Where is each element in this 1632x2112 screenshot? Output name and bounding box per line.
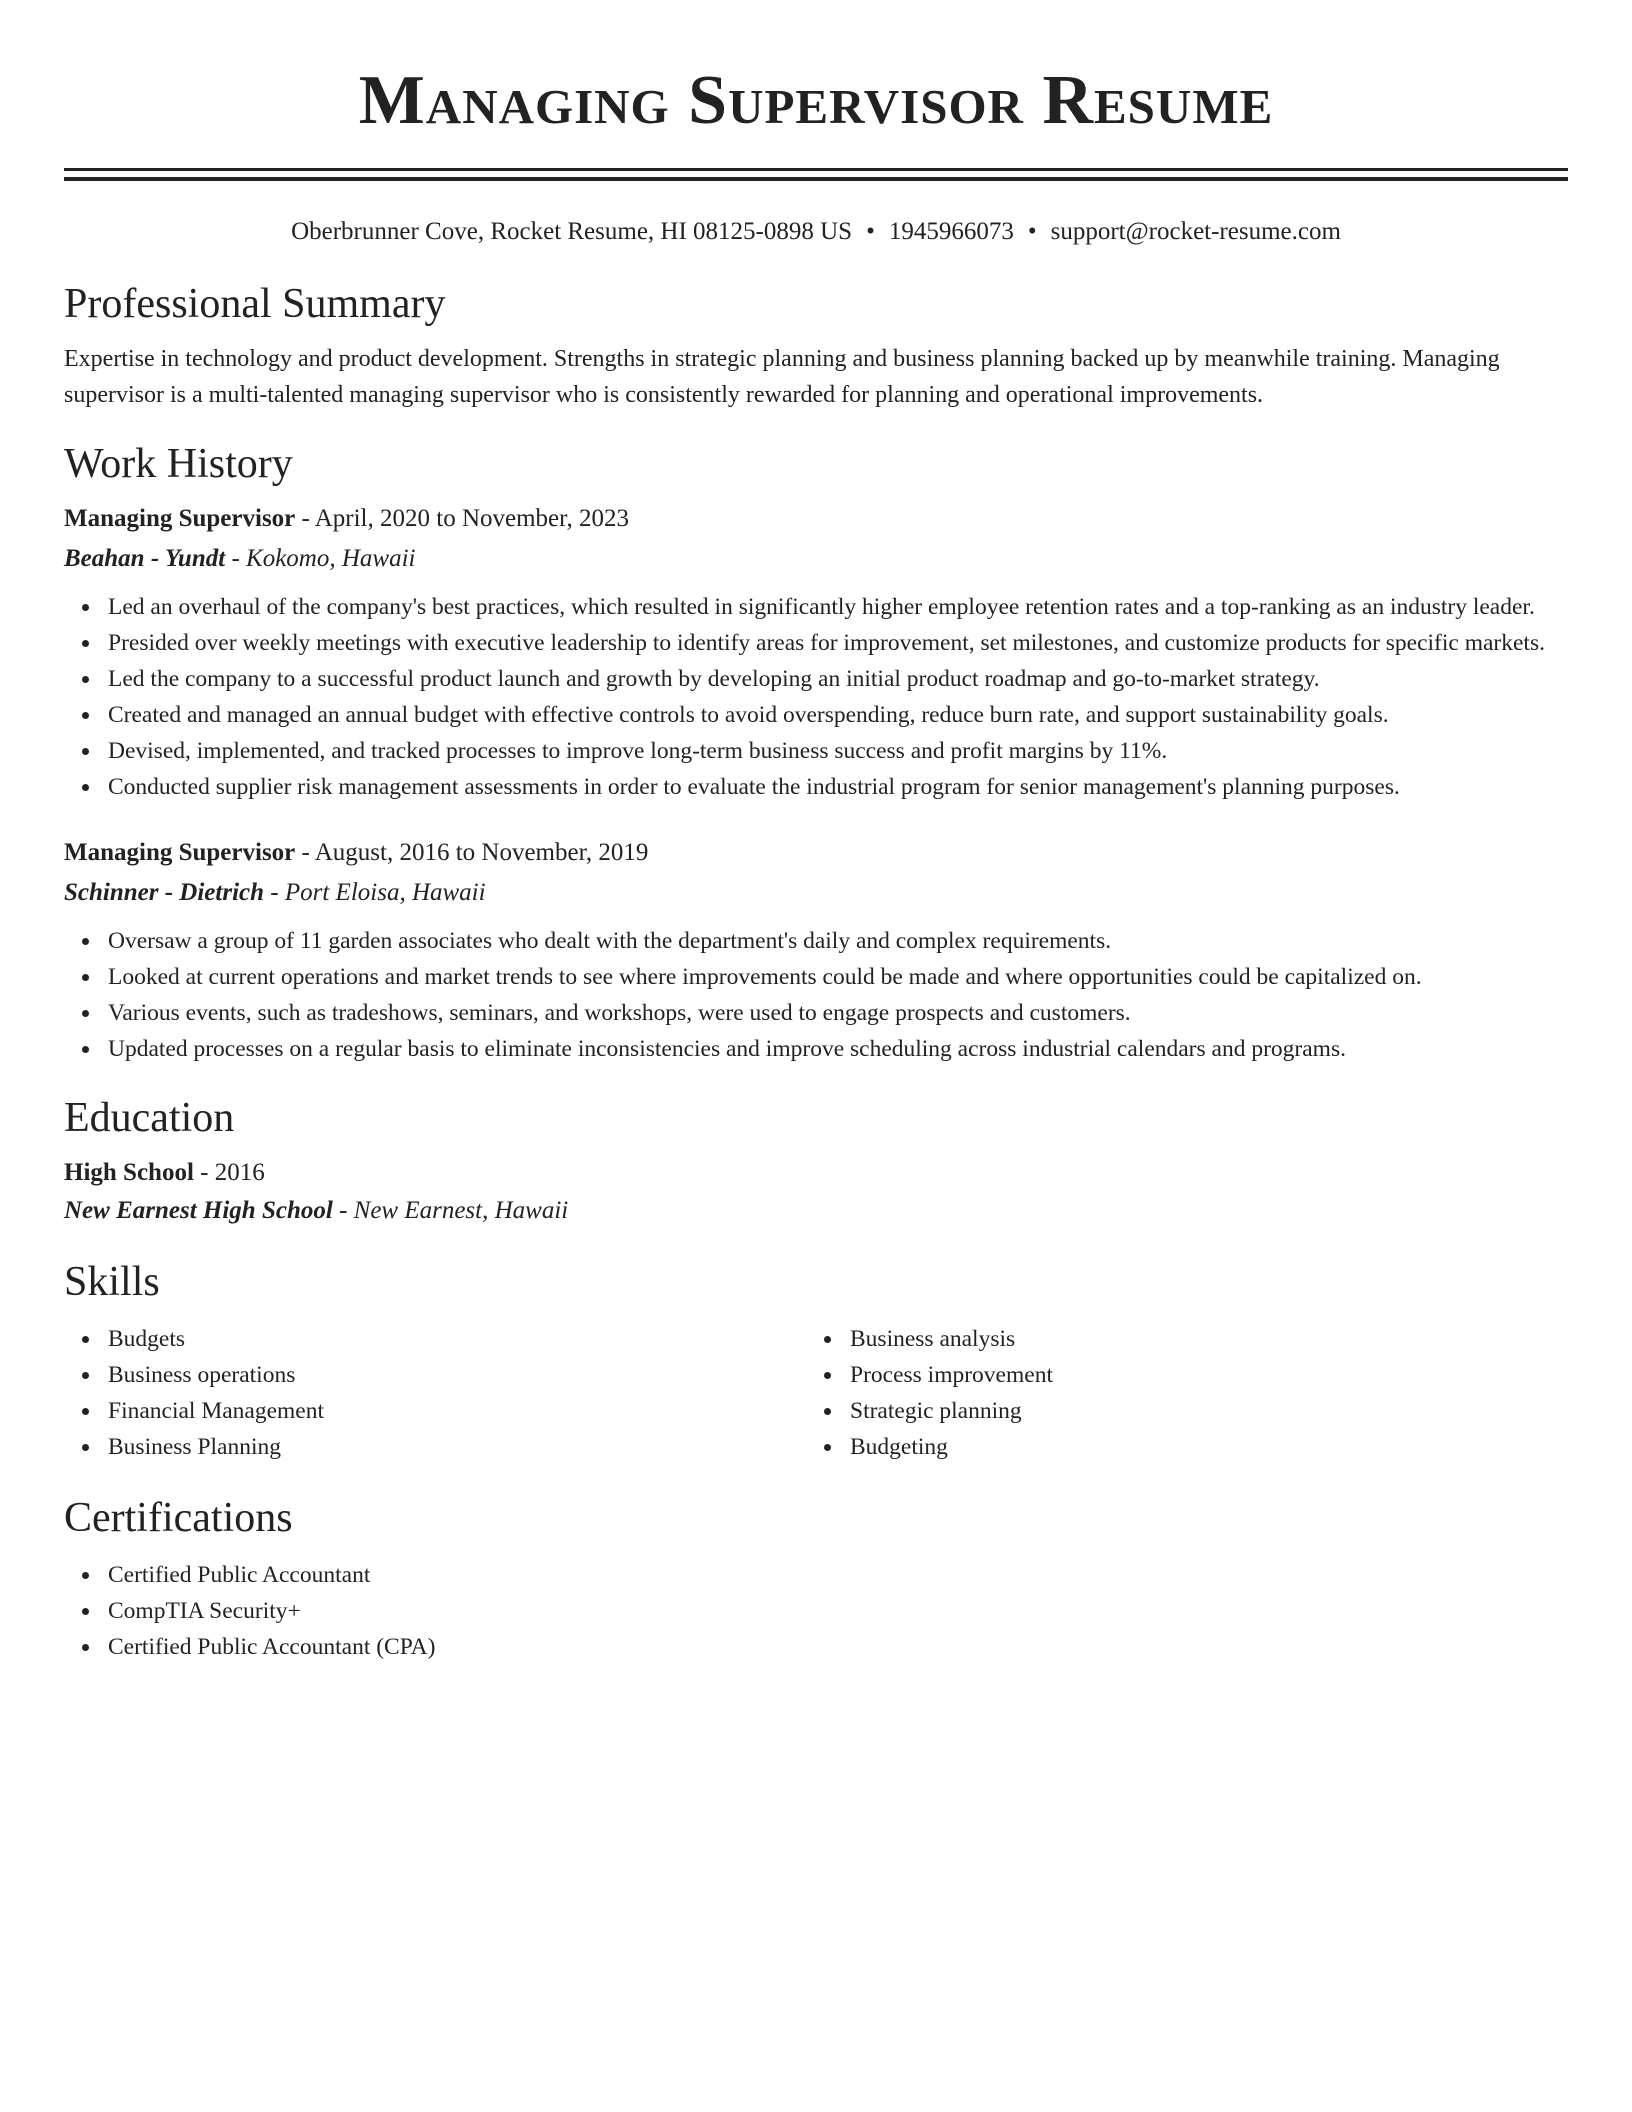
job-bullet: Created and managed an annual budget with effective controls to avoid overspending, reduce burn rate, and support sustainability goals. [108, 697, 1568, 733]
education-heading: Education [64, 1095, 235, 1141]
skills-list [64, 1321, 806, 1465]
contact-email: support@rocket-resume.com [1050, 218, 1341, 245]
skill-item: Budgets [108, 1321, 806, 1357]
job-title-line [64, 835, 1568, 871]
degree-name: High School [64, 1159, 194, 1186]
certifications-heading: Certifications [64, 1495, 293, 1541]
work-history-heading: Work History [64, 441, 293, 487]
job-bullet: Various events, such as tradeshows, seminars, and workshops, were used to engage prospects and customers. [108, 995, 1568, 1031]
school-line [64, 1193, 1568, 1229]
skill-item: Business analysis [850, 1321, 1548, 1357]
job-entry [64, 501, 1568, 805]
skills-list [806, 1321, 1548, 1465]
school-location: - New Earnest, Hawaii [332, 1197, 569, 1224]
certification-item: Certified Public Accountant (CPA) [108, 1629, 1568, 1665]
company-name: Beahan - Yundt [64, 545, 226, 572]
certifications-list [64, 1557, 1568, 1665]
job-bullet: Conducted supplier risk management assessments in order to evaluate the industrial program for senior management's planning purposes. [108, 769, 1568, 805]
job-bullet: Looked at current operations and market trends to see where improvements could be made and where opportunities could be capitalized on. [108, 959, 1568, 995]
job-title: Managing Supervisor [64, 505, 296, 532]
skill-item: Budgeting [850, 1429, 1548, 1465]
company-location: - Kokomo, Hawaii [225, 545, 416, 572]
resume-page [64, 0, 1568, 1665]
job-dates: - August, 2016 to November, 2019 [295, 839, 649, 866]
job-bullet: Presided over weekly meetings with executive leadership to identify areas for improvement, set milestones, and customize products for specific markets. [108, 625, 1568, 661]
job-title-line [64, 501, 1568, 537]
job-bullets [64, 923, 1568, 1067]
job-bullet: Led an overhaul of the company's best practices, which resulted in significantly higher employee retention rates and a top-ranking as an industry leader. [108, 589, 1568, 625]
summary-heading: Professional Summary [64, 281, 446, 327]
contact-phone: 1945966073 [888, 218, 1014, 245]
job-bullets [64, 589, 1568, 805]
skill-item: Business Planning [108, 1429, 806, 1465]
contact-separator: • [866, 218, 875, 245]
skill-item: Financial Management [108, 1393, 806, 1429]
certification-item: Certified Public Accountant [108, 1557, 1568, 1593]
job-bullet: Led the company to a successful product launch and growth by developing an initial product roadmap and go-to-market strategy. [108, 661, 1568, 697]
degree-year: - 2016 [193, 1159, 265, 1186]
job-dates: - April, 2020 to November, 2023 [295, 505, 629, 532]
company-line [64, 541, 1568, 577]
resume-title: Managing Supervisor Resume [358, 62, 1274, 139]
company-line [64, 875, 1568, 911]
degree-line [64, 1155, 1568, 1191]
skills-heading: Skills [64, 1259, 160, 1305]
skills-grid [64, 1321, 1568, 1465]
job-bullet: Oversaw a group of 11 garden associates who dealt with the department's daily and complex requirements. [108, 923, 1568, 959]
job-title: Managing Supervisor [64, 839, 296, 866]
education-entry [64, 1155, 1568, 1229]
certification-item: CompTIA Security+ [108, 1593, 1568, 1629]
job-bullet: Devised, implemented, and tracked processes to improve long-term business success and profit margins by 11%. [108, 733, 1568, 769]
title-divider-bottom [64, 177, 1568, 181]
skill-item: Business operations [108, 1357, 806, 1393]
job-entry [64, 835, 1568, 1067]
skill-item: Process improvement [850, 1357, 1548, 1393]
company-location: - Port Eloisa, Hawaii [264, 879, 486, 906]
company-name: Schinner - Dietrich [64, 879, 265, 906]
contact-line [64, 217, 1568, 247]
school-name: New Earnest High School [64, 1197, 333, 1224]
job-bullet: Updated processes on a regular basis to eliminate inconsistencies and improve scheduling across industrial calendars and programs. [108, 1031, 1568, 1067]
skills-column-right [806, 1321, 1548, 1465]
contact-address: Oberbrunner Cove, Rocket Resume, HI 08125-0898 US [291, 218, 853, 245]
skills-column-left [64, 1321, 806, 1465]
summary-text: Expertise in technology and product development. Strengths in strategic planning and business planning backed up by meanwhile training. Managing supervisor is a multi-talented managing supervisor who is consistently rewarded for planning and operational improvements. [64, 346, 1500, 408]
title-divider-top [64, 168, 1568, 171]
contact-separator: • [1027, 218, 1037, 245]
skill-item: Strategic planning [850, 1393, 1548, 1429]
